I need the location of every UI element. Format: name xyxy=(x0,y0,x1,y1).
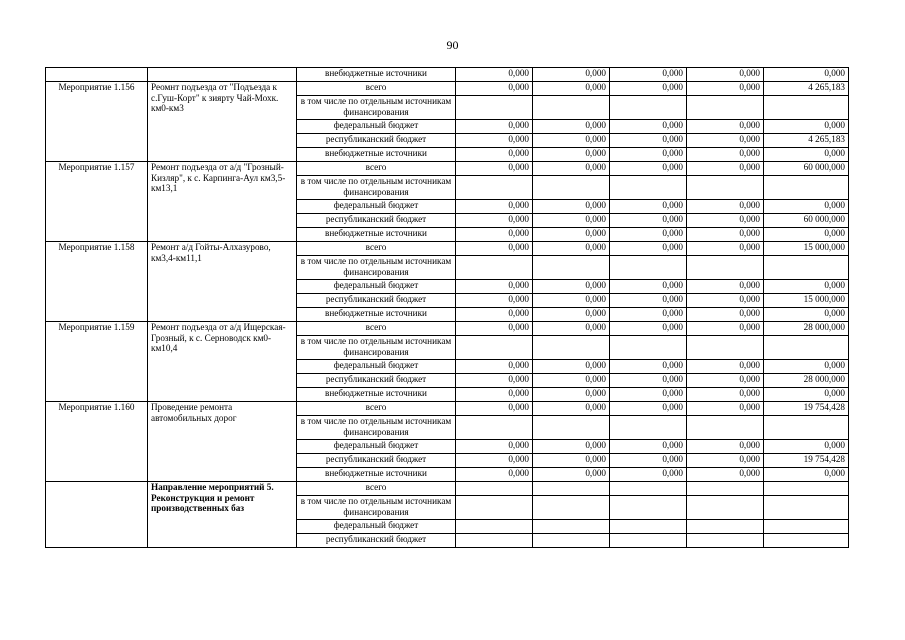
amount-cell: 0,000 xyxy=(456,200,533,214)
amount-cell xyxy=(687,176,764,200)
amount-cell xyxy=(610,496,687,520)
funding-source-cell: всего xyxy=(297,242,456,256)
activity-code-cell xyxy=(46,68,148,82)
amount-cell: 0,000 xyxy=(533,440,610,454)
amount-cell xyxy=(533,96,610,120)
page-number: 90 xyxy=(446,38,459,52)
budget-table xyxy=(45,67,849,548)
amount-cell: 0,000 xyxy=(456,294,533,308)
amount-cell: 0,000 xyxy=(533,402,610,416)
amount-cell: 0,000 xyxy=(610,402,687,416)
table-row xyxy=(46,68,849,82)
amount-cell: 0,000 xyxy=(687,82,764,96)
amount-cell: 0,000 xyxy=(687,360,764,374)
amount-cell: 0,000 xyxy=(687,228,764,242)
amount-cell: 0,000 xyxy=(764,440,849,454)
table-row xyxy=(46,482,849,496)
amount-cell: 0,000 xyxy=(764,308,849,322)
amount-cell: 15 000,000 xyxy=(764,294,849,308)
amount-cell: 0,000 xyxy=(687,402,764,416)
amount-cell: 0,000 xyxy=(533,120,610,134)
amount-cell: 0,000 xyxy=(533,374,610,388)
amount-cell xyxy=(610,416,687,440)
funding-source-cell: всего xyxy=(297,482,456,496)
amount-cell: 0,000 xyxy=(687,440,764,454)
amount-cell: 0,000 xyxy=(456,68,533,82)
amount-cell: 0,000 xyxy=(533,242,610,256)
amount-cell xyxy=(533,534,610,548)
amount-cell: 0,000 xyxy=(687,200,764,214)
amount-cell xyxy=(456,176,533,200)
amount-cell: 0,000 xyxy=(764,200,849,214)
amount-cell: 0,000 xyxy=(456,162,533,176)
amount-cell xyxy=(456,336,533,360)
funding-source-cell: республиканский бюджет xyxy=(297,214,456,228)
amount-cell: 28 000,000 xyxy=(764,322,849,336)
amount-cell xyxy=(610,176,687,200)
funding-source-cell: республиканский бюджет xyxy=(297,294,456,308)
amount-cell: 0,000 xyxy=(610,134,687,148)
table-row xyxy=(46,242,849,256)
amount-cell: 0,000 xyxy=(533,200,610,214)
amount-cell: 0,000 xyxy=(456,374,533,388)
amount-cell xyxy=(687,416,764,440)
amount-cell: 0,000 xyxy=(533,322,610,336)
activity-name-cell: Реомнт подъезда от "Подъезда к с.Гуш-Корт" к зиярту Чай-Мохк. км0-км3 xyxy=(148,82,297,162)
activity-name-cell: Ремонт подъезда от а/д Ищерская-Грозный, к с. Серноводск км0-км10,4 xyxy=(148,322,297,402)
amount-cell: 60 000,000 xyxy=(764,162,849,176)
amount-cell: 0,000 xyxy=(456,308,533,322)
amount-cell xyxy=(687,496,764,520)
funding-source-cell: внебюджетные источники xyxy=(297,468,456,482)
amount-cell: 0,000 xyxy=(456,280,533,294)
amount-cell: 0,000 xyxy=(533,468,610,482)
amount-cell: 0,000 xyxy=(610,308,687,322)
amount-cell xyxy=(533,336,610,360)
amount-cell xyxy=(764,496,849,520)
amount-cell xyxy=(687,482,764,496)
amount-cell: 0,000 xyxy=(687,374,764,388)
funding-source-cell: внебюджетные источники xyxy=(297,228,456,242)
amount-cell: 0,000 xyxy=(533,148,610,162)
amount-cell: 0,000 xyxy=(687,148,764,162)
amount-cell xyxy=(764,520,849,534)
amount-cell xyxy=(764,482,849,496)
amount-cell: 0,000 xyxy=(533,134,610,148)
amount-cell: 0,000 xyxy=(610,322,687,336)
amount-cell: 0,000 xyxy=(610,440,687,454)
amount-cell: 19 754,428 xyxy=(764,454,849,468)
funding-source-cell: в том числе по отдельным источникам финансирования xyxy=(297,176,456,200)
amount-cell xyxy=(687,256,764,280)
amount-cell: 0,000 xyxy=(687,454,764,468)
amount-cell xyxy=(687,520,764,534)
funding-source-cell: всего xyxy=(297,82,456,96)
amount-cell: 0,000 xyxy=(764,120,849,134)
amount-cell xyxy=(456,96,533,120)
amount-cell xyxy=(687,336,764,360)
amount-cell: 0,000 xyxy=(687,162,764,176)
amount-cell: 0,000 xyxy=(610,454,687,468)
amount-cell: 0,000 xyxy=(610,120,687,134)
funding-source-cell: федеральный бюджет xyxy=(297,280,456,294)
amount-cell xyxy=(764,176,849,200)
amount-cell: 0,000 xyxy=(610,148,687,162)
amount-cell: 0,000 xyxy=(687,468,764,482)
funding-source-cell: федеральный бюджет xyxy=(297,200,456,214)
funding-source-cell: федеральный бюджет xyxy=(297,440,456,454)
funding-source-cell: всего xyxy=(297,162,456,176)
amount-cell xyxy=(456,496,533,520)
amount-cell: 0,000 xyxy=(533,68,610,82)
amount-cell: 0,000 xyxy=(533,214,610,228)
amount-cell: 0,000 xyxy=(533,454,610,468)
funding-source-cell: республиканский бюджет xyxy=(297,134,456,148)
amount-cell: 0,000 xyxy=(533,294,610,308)
funding-source-cell: в том числе по отдельным источникам финансирования xyxy=(297,256,456,280)
amount-cell xyxy=(687,96,764,120)
amount-cell xyxy=(687,534,764,548)
amount-cell xyxy=(764,416,849,440)
amount-cell: 0,000 xyxy=(533,360,610,374)
table-row xyxy=(46,402,849,416)
amount-cell xyxy=(533,256,610,280)
funding-source-cell: федеральный бюджет xyxy=(297,360,456,374)
funding-source-cell: республиканский бюджет xyxy=(297,374,456,388)
funding-source-cell: всего xyxy=(297,402,456,416)
amount-cell: 0,000 xyxy=(610,228,687,242)
amount-cell xyxy=(456,482,533,496)
table-row xyxy=(46,82,849,96)
amount-cell: 0,000 xyxy=(610,388,687,402)
amount-cell: 0,000 xyxy=(610,242,687,256)
amount-cell xyxy=(456,256,533,280)
funding-source-cell: внебюджетные источники xyxy=(297,388,456,402)
amount-cell: 0,000 xyxy=(456,388,533,402)
amount-cell: 0,000 xyxy=(456,228,533,242)
amount-cell: 0,000 xyxy=(456,148,533,162)
amount-cell: 0,000 xyxy=(687,134,764,148)
amount-cell: 0,000 xyxy=(610,214,687,228)
amount-cell xyxy=(610,256,687,280)
amount-cell: 0,000 xyxy=(610,280,687,294)
amount-cell: 4 265,183 xyxy=(764,82,849,96)
amount-cell: 0,000 xyxy=(687,214,764,228)
table-row xyxy=(46,322,849,336)
funding-source-cell: в том числе по отдельным источникам финансирования xyxy=(297,96,456,120)
amount-cell xyxy=(533,482,610,496)
amount-cell: 0,000 xyxy=(456,322,533,336)
amount-cell: 28 000,000 xyxy=(764,374,849,388)
amount-cell: 0,000 xyxy=(610,68,687,82)
funding-source-cell: республиканский бюджет xyxy=(297,534,456,548)
amount-cell xyxy=(533,176,610,200)
funding-source-cell: внебюджетные источники xyxy=(297,148,456,162)
amount-cell: 15 000,000 xyxy=(764,242,849,256)
amount-cell: 0,000 xyxy=(764,280,849,294)
amount-cell xyxy=(764,336,849,360)
activity-name-cell: Ремонт а/д Гойты-Алхазурово, км3,4-км11,1 xyxy=(148,242,297,322)
amount-cell: 0,000 xyxy=(687,322,764,336)
funding-source-cell: внебюджетные источники xyxy=(297,308,456,322)
amount-cell: 0,000 xyxy=(456,454,533,468)
amount-cell: 0,000 xyxy=(610,162,687,176)
amount-cell: 0,000 xyxy=(456,402,533,416)
amount-cell: 0,000 xyxy=(764,468,849,482)
funding-source-cell: федеральный бюджет xyxy=(297,520,456,534)
amount-cell: 0,000 xyxy=(687,68,764,82)
amount-cell: 0,000 xyxy=(456,134,533,148)
amount-cell: 0,000 xyxy=(456,214,533,228)
funding-source-cell: всего xyxy=(297,322,456,336)
amount-cell: 4 265,183 xyxy=(764,134,849,148)
amount-cell: 0,000 xyxy=(456,440,533,454)
amount-cell: 0,000 xyxy=(764,148,849,162)
amount-cell xyxy=(533,416,610,440)
amount-cell: 0,000 xyxy=(533,162,610,176)
activity-name-cell: Ремонт подъезда от а/д "Грозный-Кизляр", к с. Карпинга-Аул км3,5-км13,1 xyxy=(148,162,297,242)
amount-cell xyxy=(456,416,533,440)
amount-cell: 0,000 xyxy=(610,82,687,96)
amount-cell xyxy=(764,534,849,548)
amount-cell: 0,000 xyxy=(610,468,687,482)
funding-source-cell: в том числе по отдельным источникам финансирования xyxy=(297,496,456,520)
activity-code-cell: Мероприятие 1.158 xyxy=(46,242,148,322)
amount-cell: 0,000 xyxy=(764,228,849,242)
amount-cell: 0,000 xyxy=(764,388,849,402)
amount-cell: 0,000 xyxy=(610,294,687,308)
amount-cell: 0,000 xyxy=(610,360,687,374)
activity-name-cell: Направление мероприятий 5. Реконструкция и ремонт производственных баз xyxy=(148,482,297,548)
amount-cell: 0,000 xyxy=(687,120,764,134)
amount-cell: 0,000 xyxy=(687,280,764,294)
amount-cell xyxy=(764,256,849,280)
activity-code-cell: Мероприятие 1.156 xyxy=(46,82,148,162)
amount-cell: 0,000 xyxy=(456,468,533,482)
amount-cell xyxy=(610,96,687,120)
amount-cell: 19 754,428 xyxy=(764,402,849,416)
amount-cell xyxy=(533,520,610,534)
activity-code-cell: Мероприятие 1.159 xyxy=(46,322,148,402)
activity-code-cell: Мероприятие 1.160 xyxy=(46,402,148,482)
activity-name-cell: Проведение ремонта автомобильных дорог xyxy=(148,402,297,482)
amount-cell: 0,000 xyxy=(687,294,764,308)
table-row xyxy=(46,162,849,176)
amount-cell xyxy=(764,96,849,120)
funding-source-cell: федеральный бюджет xyxy=(297,120,456,134)
amount-cell: 0,000 xyxy=(610,200,687,214)
amount-cell: 0,000 xyxy=(687,308,764,322)
activity-code-cell xyxy=(46,482,148,548)
amount-cell: 0,000 xyxy=(456,242,533,256)
funding-source-cell: внебюджетные источники xyxy=(297,68,456,82)
amount-cell xyxy=(533,496,610,520)
amount-cell: 0,000 xyxy=(533,82,610,96)
funding-source-cell: в том числе по отдельным источникам финансирования xyxy=(297,336,456,360)
amount-cell xyxy=(610,534,687,548)
amount-cell xyxy=(610,482,687,496)
amount-cell: 0,000 xyxy=(456,120,533,134)
funding-source-cell: республиканский бюджет xyxy=(297,454,456,468)
activity-name-cell xyxy=(148,68,297,82)
budget-table-body xyxy=(46,68,849,548)
amount-cell xyxy=(610,336,687,360)
amount-cell: 0,000 xyxy=(687,242,764,256)
activity-code-cell: Мероприятие 1.157 xyxy=(46,162,148,242)
amount-cell: 0,000 xyxy=(764,68,849,82)
amount-cell: 0,000 xyxy=(610,374,687,388)
amount-cell xyxy=(456,520,533,534)
amount-cell: 0,000 xyxy=(533,388,610,402)
amount-cell: 0,000 xyxy=(533,308,610,322)
amount-cell: 0,000 xyxy=(687,388,764,402)
amount-cell xyxy=(456,534,533,548)
amount-cell: 60 000,000 xyxy=(764,214,849,228)
amount-cell: 0,000 xyxy=(533,280,610,294)
amount-cell: 0,000 xyxy=(764,360,849,374)
amount-cell: 0,000 xyxy=(456,82,533,96)
amount-cell: 0,000 xyxy=(456,360,533,374)
amount-cell xyxy=(610,520,687,534)
funding-source-cell: в том числе по отдельным источникам финансирования xyxy=(297,416,456,440)
amount-cell: 0,000 xyxy=(533,228,610,242)
